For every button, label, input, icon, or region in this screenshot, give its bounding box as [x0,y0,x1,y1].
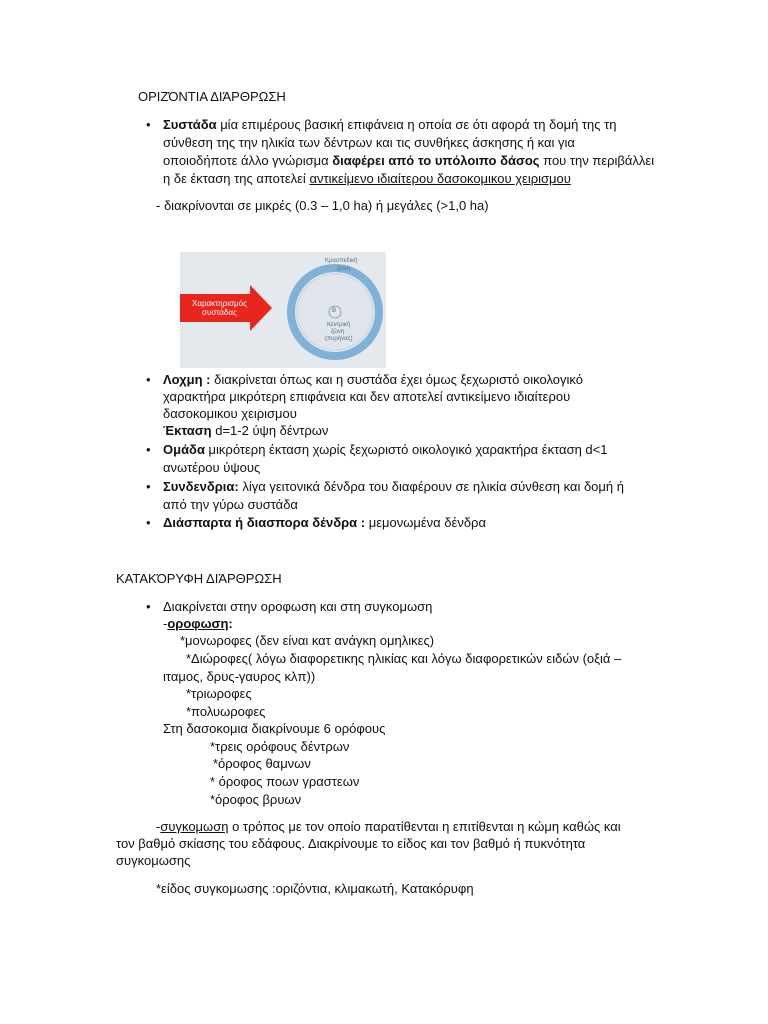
text: μικρότερη έκταση χωρίς ξεχωριστό οικολογικό χαρακτήρα έκταση d<1 [204,442,608,457]
outer-zone-label-2: ζώνη [337,266,351,272]
bullet-icon: • [146,479,151,494]
text: που την περιβάλλει [539,153,655,168]
item-polyorofes: *πολυωροφες [186,704,266,719]
paragraph-diasparta-line1 [163,514,486,531]
paragraph-systada-line4 [163,170,571,187]
term-orofosi: οροφωση [167,616,229,631]
text: η δε έκταση της αποτελεί [163,171,310,186]
bullet-icon: • [146,442,151,457]
sygkomosi-line3: συγκομωσης [116,853,191,868]
floor-grasses: * όροφος ποων γραστεων [210,774,360,789]
vertical-bullet1: Διακρίνεται στην οροφωση και στη συγκομωση [163,599,433,614]
paragraph-omada-line2: ανωτέρου ύψους [163,460,261,475]
sygkomosi-types: *είδος συγκομωσης :οριζόντια, κλιμακωτή, Κατακόρυφη [156,881,474,896]
size-note: - διακρίνονται σε μικρές (0.3 – 1,0 ha) ή μεγάλες (>1,0 ha) [156,198,489,213]
term-lochmi: Λοχμη : [163,372,211,387]
paragraph-lochmi-line1 [163,371,583,388]
six-floors-line: Στη δασοκομια διακρίνουμε 6 ορόφους [163,721,386,736]
paragraph-systada-line2: σύνθεση της την ηλικία των δέντρων και τις συνθήκες άσκησης ή και για [163,135,575,150]
inner-zone-label-3: (πυρήνας) [325,336,353,342]
text: διακρίνεται όπως και η συστάδα έχει όμως ξεχωριστό οικολογικό [210,372,583,387]
outer-zone-label-1: Κρασπεδική [325,258,358,264]
term-omada: Ομάδα [163,442,205,457]
center-label: Β [332,308,337,314]
floor-mosses: *όροφος βρυων [210,792,302,807]
item-diorofes-line2: ιταμος, δρυς-γαυρος κλπ)) [163,669,316,684]
text: μεμονωμένα δένδρα [365,515,486,530]
paragraph-lochmi-line2: χαρακτήρα μικρότερη επιφάνεια και δεν αποτελεί αντικείμενο ιδιαίτερου [163,389,571,404]
inner-zone-label-2: ζώνη [331,329,345,335]
item-monorofes: *μονωροφες (δεν είναι κατ ανάγκη ομηλικες) [180,633,435,648]
paragraph-omada-line1 [163,441,608,458]
orofosi-line [163,615,233,632]
paragraph-syndendria-line2: από την γύρω συστάδα [163,497,298,512]
paragraph-syndendria-line1 [163,478,624,495]
term-systada: Συστάδα [163,117,217,132]
bullet-icon: • [146,599,151,614]
bullet-icon: • [146,372,151,387]
text: ο τρόπος με τον οποίο παρατίθενται η επιτίθενται η κώμη καθώς και [228,819,621,834]
text: d=1-2 ύψη δέντρων [211,423,329,438]
term-sygkomosi: συγκομωση [160,819,229,834]
paragraph-systada-line1 [163,116,617,133]
dash: - [163,616,168,631]
colon: : [228,616,233,631]
dash: - [156,819,161,834]
term-syndendria: Συνδενδρια: [163,479,239,494]
item-diorofes-line1: *Διώροφες( λόγω διαφορετικης ηλικίας και λόγω διαφορετικών ειδών (οξιά – [186,651,622,666]
text: λίγα γειτονικά δένδρα του διαφέρουν σε ηλικία σύνθεση και δομή ή [238,479,624,494]
term-diasparta: Διάσπαρτα ή διασπορα δένδρα : [163,515,366,530]
sygkomosi-line1 [156,818,621,835]
text: οποιοδήποτε άλλο γνώρισμα [163,153,333,168]
floor-shrubs: *όροφος θαμνων [213,756,311,771]
arrow-label-line1: Χαρακτηρισμός [192,299,247,308]
stand-diagram-image [180,252,386,368]
term-ektasi: Έκταση [163,423,212,438]
underlined-phrase: αντικείμενο ιδιαίτερου δασοκομικου χειρισμου [309,171,571,186]
bold-phrase: διαφέρει από το υπόλοιπο δάσος [332,153,540,168]
arrow-label-line2: συστάδας [202,308,237,317]
paragraph-systada-line3 [163,152,654,169]
sygkomosi-line2: τον βαθμό σκίασης του εδάφους. Διακρίνουμε το είδος και τον βαθμό ή πυκνότητα [116,836,586,851]
section-heading-horizontal: ΟΡΙΖΌΝΤΙΑ ΔΙΆΡΘΡΩΣΗ [138,89,286,104]
paragraph-lochmi-line4 [163,422,328,439]
bullet-icon: • [146,515,151,530]
paragraph-lochmi-line3: δασοκομικου χειρισμου [163,406,297,421]
floor-trees: *τρεις ορόφους δέντρων [210,739,350,754]
text: μία επιμέρους βασική επιφάνεια η οποία σε ότι αφορά τη δομή της τη [216,117,617,132]
section-heading-vertical: ΚΑΤΑΚΌΡΥΦΗ ΔΙΆΡΘΡΩΣΗ [116,571,282,586]
item-triorofes: *τριωροφες [186,686,252,701]
bullet-icon: • [146,117,151,132]
inner-zone-label-1: Κεντρική [327,322,351,328]
